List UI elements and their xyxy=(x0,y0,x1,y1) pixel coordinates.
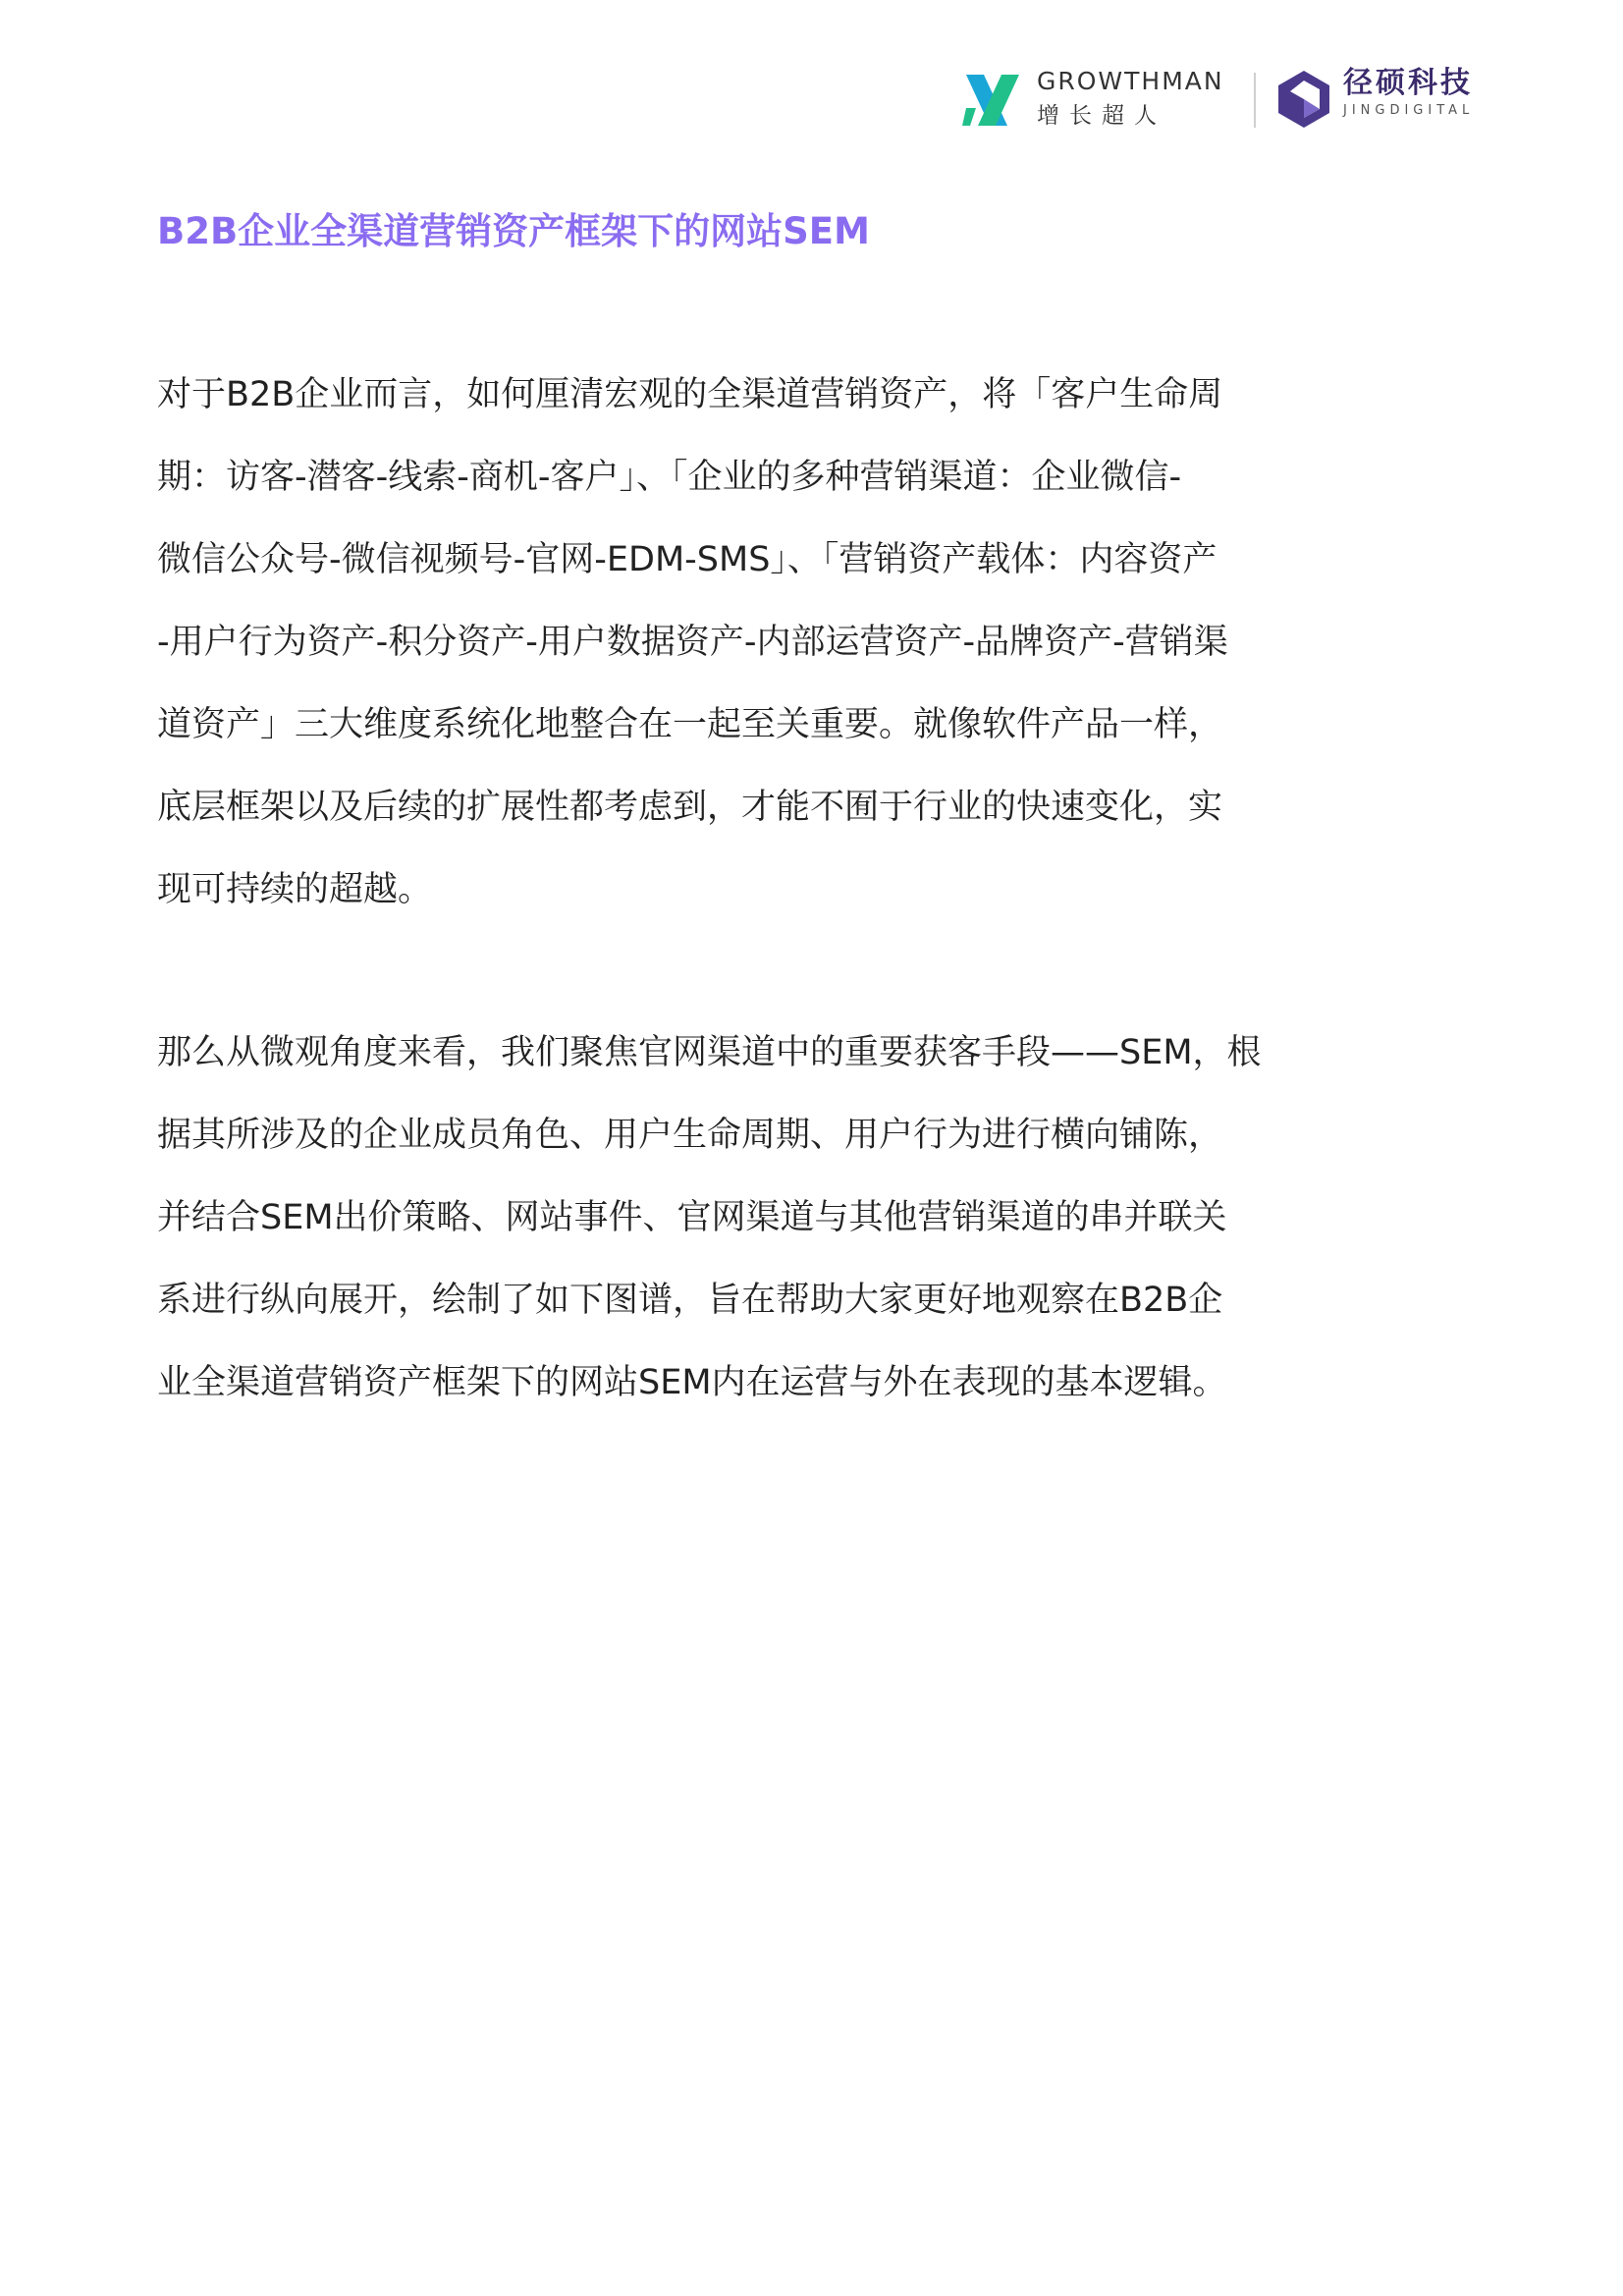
header xyxy=(962,61,1512,139)
growthman-logo-icon xyxy=(962,69,1025,132)
paragraph-line: 微信公众号-微信视频号-官网-EDM-SMS」、「营销资产载体：内容资产 xyxy=(157,540,1217,579)
paragraph-line: -用户行为资产-积分资产-用户数据资产-内部运营资产-品牌资产-营销渠 xyxy=(157,623,1228,662)
jingdigital-logo-icon xyxy=(1278,71,1329,128)
jingdigital-en-label: JINGDIGITAL xyxy=(1343,103,1475,118)
paragraph-line: 现可持续的超越。 xyxy=(157,870,433,909)
paragraph-line: 道资产」三大维度系统化地整合在一起至关重要。就像软件产品一样， xyxy=(157,705,1223,744)
header-divider xyxy=(1254,73,1256,128)
paragraph-line: 并结合SEM出价策略、网站事件、官网渠道与其他营销渠道的串并联关 xyxy=(157,1198,1227,1237)
paragraph-2 xyxy=(157,1011,1492,1424)
paragraph-1 xyxy=(157,354,1492,931)
growthman-cn-label: 增长超人 xyxy=(1037,103,1166,129)
jingdigital-cn-label: 径硕科技 xyxy=(1343,66,1473,100)
paragraph-line: 对于B2B企业而言，如何厘清宏观的全渠道营销资产，将「客户生命周 xyxy=(157,375,1223,414)
paragraph-line: 底层框架以及后续的扩展性都考虑到，才能不囿于行业的快速变化，实 xyxy=(157,788,1223,827)
paragraph-line: 业全渠道营销资产框架下的网站SEM内在运营与外在表现的基本逻辑。 xyxy=(157,1363,1227,1402)
paragraph-line: 据其所涉及的企业成员角色、用户生命周期、用户行为进行横向铺陈， xyxy=(157,1116,1223,1155)
paragraph-line: 期：访客-潜客-线索-商机-客户」、「企业的多种营销渠道：企业微信- xyxy=(157,458,1182,497)
paragraph-line: 那么从微观角度来看，我们聚焦官网渠道中的重要获客手段——SEM，根 xyxy=(157,1033,1262,1072)
growthman-en-label: GROWTHMAN xyxy=(1037,67,1224,95)
page-title: B2B企业全渠道营销资产框架下的网站SEM xyxy=(157,210,870,252)
jingdigital-wordmark xyxy=(1343,65,1474,120)
growthman-wordmark xyxy=(1037,67,1224,132)
paragraph-line: 系进行纵向展开，绘制了如下图谱，旨在帮助大家更好地观察在B2B企 xyxy=(157,1281,1223,1320)
